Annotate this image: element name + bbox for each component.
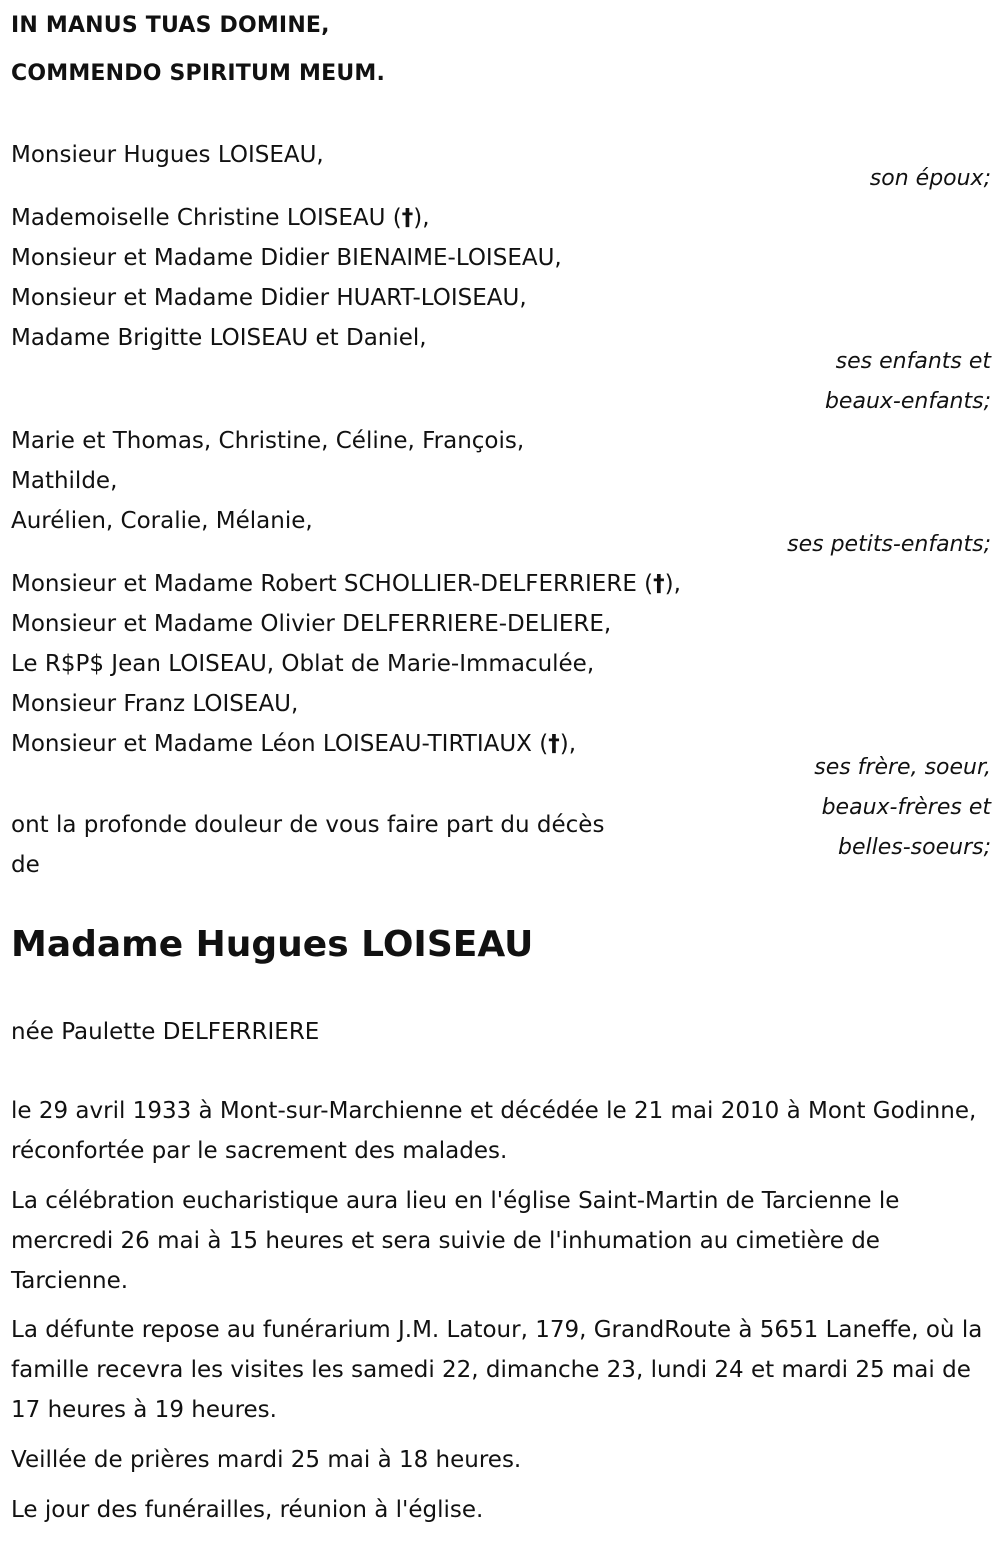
sibling-line-1-suffix: ), — [664, 571, 681, 597]
sibling-line-1-text: Monsieur et Madame Robert SCHOLLIER-DELFERRIERE ( — [11, 571, 654, 597]
husband-role: son époux; — [869, 166, 991, 191]
cross-icon: † — [653, 571, 665, 597]
funeral-day-paragraph: Le jour des funérailles, réunion à l'église. — [11, 1497, 484, 1523]
grandchild-line-1: Marie et Thomas, Christine, Céline, François, — [11, 428, 525, 454]
child-line-4: Madame Brigitte LOISEAU et Daniel, — [11, 325, 427, 351]
sibling-line-5-text: Monsieur et Madame Léon LOISEAU-TIRTIAUX ( — [11, 731, 549, 757]
siblings-role-line-3: belles-soeurs; — [838, 835, 991, 860]
grandchildren-role: ses petits-enfants; — [787, 532, 991, 557]
vigil-paragraph: Veillée de prières mardi 25 mai à 18 heures. — [11, 1447, 522, 1473]
cross-icon: † — [548, 731, 560, 757]
grandchild-line-3: Aurélien, Coralie, Mélanie, — [11, 508, 313, 534]
children-role-line-2: beaux-enfants; — [824, 389, 991, 414]
sibling-line-5-suffix: ), — [559, 731, 577, 757]
announcement-line-1: ont la profonde douleur de vous faire part du décès — [11, 812, 605, 838]
child-suffix-1: ), — [413, 205, 430, 231]
grandchild-line-2: Mathilde, — [11, 468, 118, 494]
epigraph-line-1: IN MANUS TUAS DOMINE, — [11, 13, 330, 38]
child-line-3: Monsieur et Madame Didier HUART-LOISEAU, — [11, 285, 527, 311]
repose-paragraph: La défunte repose au funérarium J.M. Latour, 179, GrandRoute à 5651 Laneffe, où la famille recevra les visites les samedi 22, dimanche 23, lundi 24 et mardi 25 mai de 17 heures à 19 heures. — [11, 1317, 983, 1423]
siblings-role-line-1: ses frère, soeur, — [814, 755, 991, 780]
celebration-paragraph: La célébration eucharistique aura lieu en l'église Saint-Martin de Tarcienne le mercredi 26 mai à 15 heures et sera suivie de l'inhumation au cimetière de Tarcienne. — [11, 1188, 900, 1294]
sibling-line-4: Monsieur Franz LOISEAU, — [11, 691, 299, 717]
siblings-role-line-2: beaux-frères et — [821, 795, 991, 820]
husband-name: Monsieur Hugues LOISEAU, — [11, 142, 324, 168]
sibling-line-2: Monsieur et Madame Olivier DELFERRIERE-DELIERE, — [11, 611, 612, 637]
birth-death-paragraph: le 29 avril 1933 à Mont-sur-Marchienne et décédée le 21 mai 2010 à Mont Godinne, réconfortée par le sacrement des malades. — [11, 1098, 977, 1164]
child-name-1: Mademoiselle Christine LOISEAU ( — [11, 205, 402, 231]
child-line-2: Monsieur et Madame Didier BIENAIME-LOISEAU, — [11, 245, 562, 271]
sibling-line-5 — [11, 731, 576, 757]
announcement-line-2: de — [11, 852, 40, 878]
cross-icon: † — [401, 205, 414, 231]
child-line-1 — [11, 205, 430, 231]
children-role-line-1: ses enfants et — [835, 349, 991, 374]
deceased-birth-name: née Paulette DELFERRIERE — [11, 1019, 320, 1045]
sibling-line-3: Le R$P$ Jean LOISEAU, Oblat de Marie-Immaculée, — [11, 651, 595, 677]
deceased-name: Madame Hugues LOISEAU — [11, 924, 534, 965]
epigraph-line-2: COMMENDO SPIRITUM MEUM. — [11, 61, 386, 86]
sibling-line-1 — [11, 571, 681, 597]
